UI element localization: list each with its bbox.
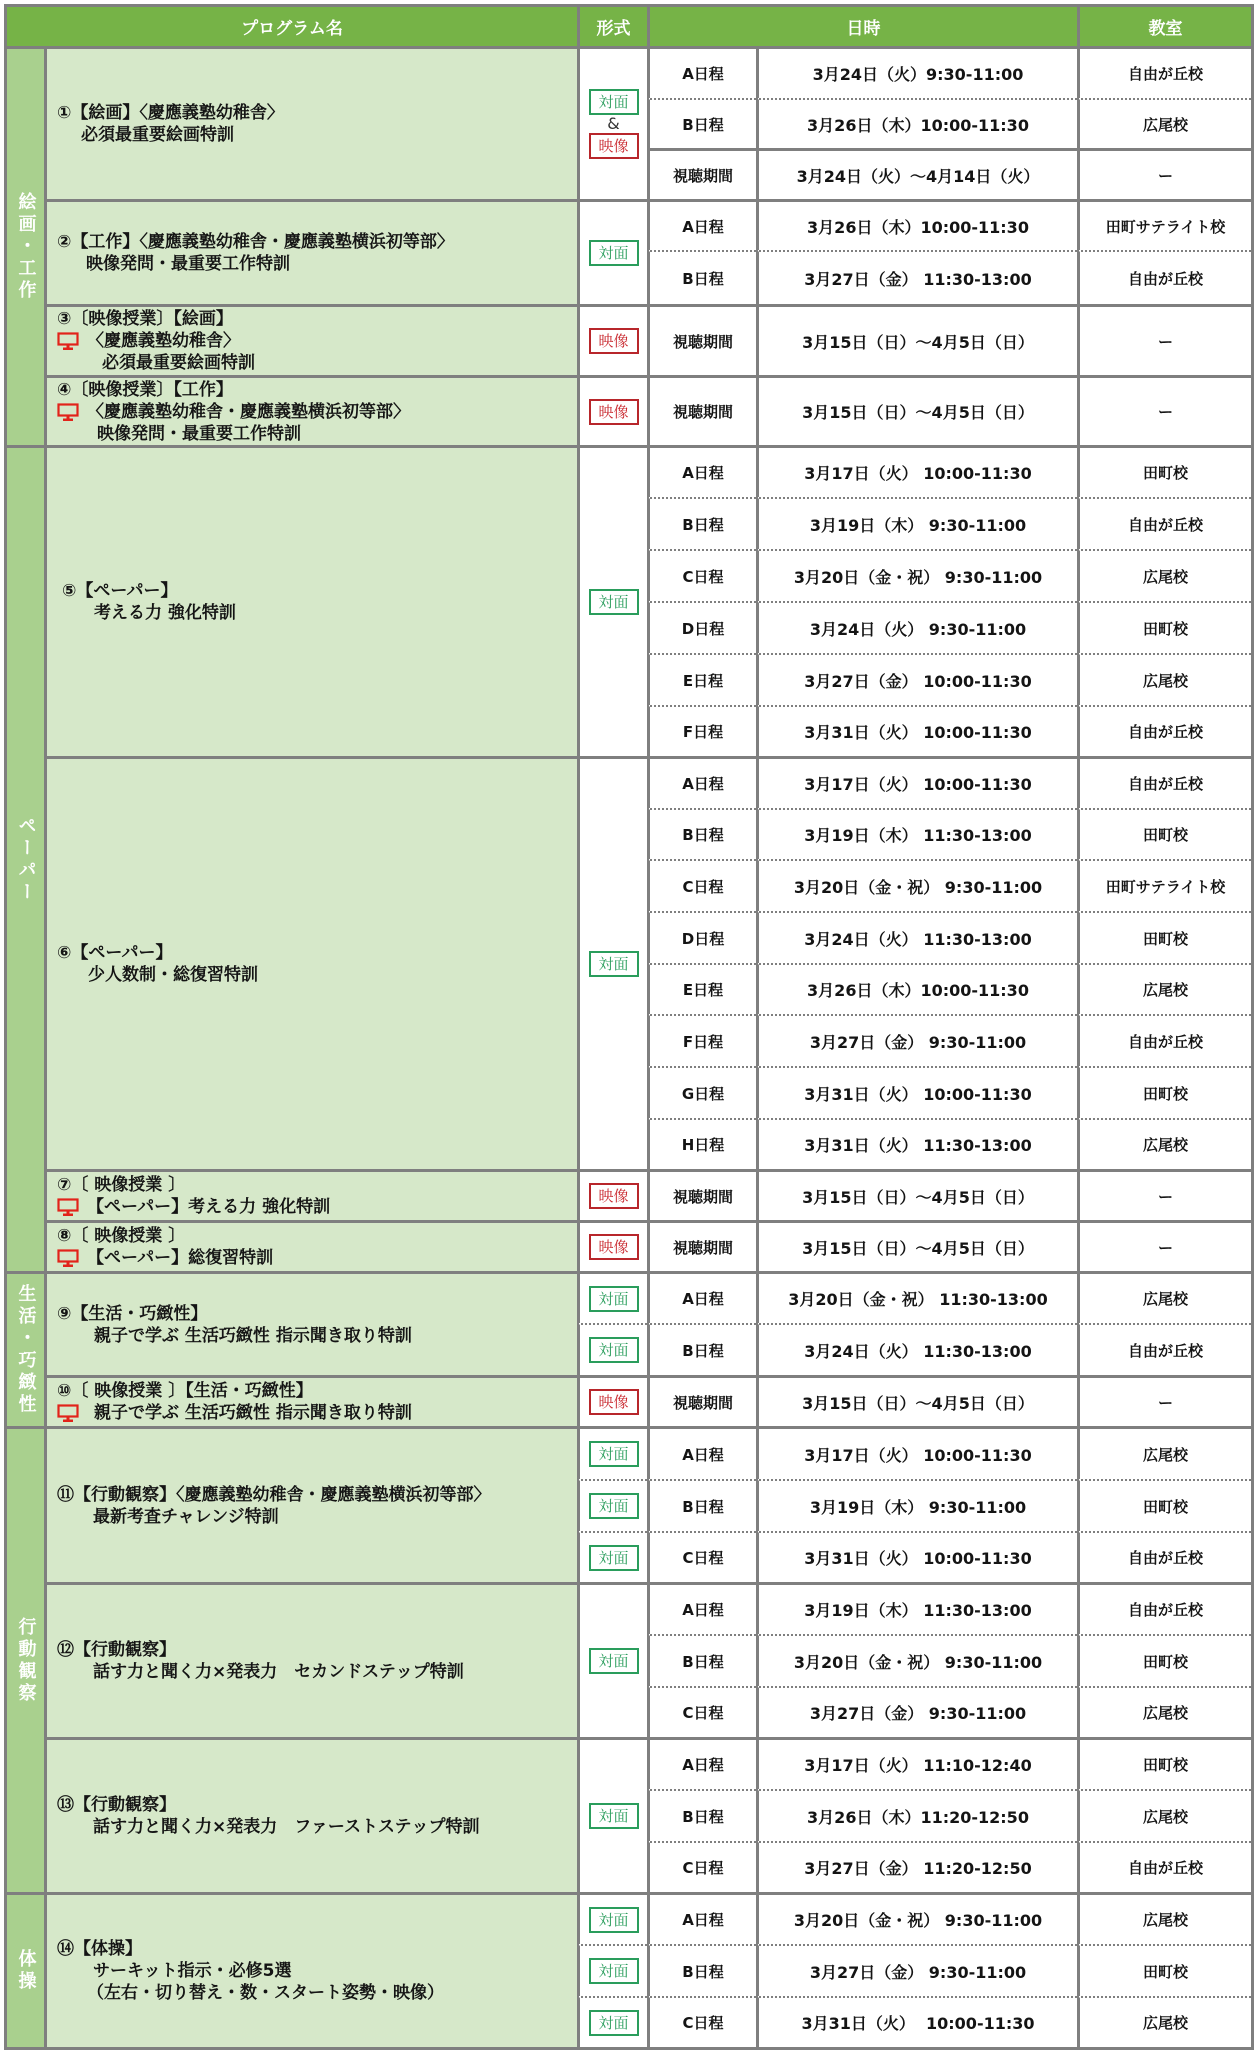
- program-cell: [44, 1169, 577, 1220]
- session-room: 田町校: [1077, 445, 1251, 497]
- session-datetime: 3月15日（日）～4月5日（日）: [756, 1220, 1077, 1271]
- session-datetime: 3月24日（火） 11:30-13:00: [756, 911, 1077, 963]
- session-datetime: 3月26日（木）11:20-12:50: [756, 1789, 1077, 1841]
- program-subtitle: 少人数制・総復習特訓: [88, 965, 258, 985]
- session-label: C日程: [647, 549, 756, 601]
- program-school: 〈慶應義塾幼稚舎・慶應義塾横浜初等部〉: [87, 401, 410, 422]
- program-subtitle: サーキット指示・必修5選: [93, 1961, 292, 1981]
- session-label: A日程: [647, 1271, 756, 1323]
- session-room: 田町校: [1077, 1944, 1251, 1996]
- session-label: 視聴期間: [647, 304, 756, 375]
- session-datetime: 3月24日（火） 11:30-13:00: [756, 1323, 1077, 1375]
- category-daily-life-dexterity: [4, 1271, 44, 1426]
- session-room: 自由が丘校: [1077, 1531, 1251, 1582]
- format-cell: [577, 375, 647, 445]
- monitor-icon: [57, 1247, 87, 1269]
- session-datetime: 3月20日（金・祝） 9:30-11:00: [756, 549, 1077, 601]
- session-datetime: 3月15日（日）～4月5日（日）: [756, 375, 1077, 445]
- format-cell: [577, 1375, 647, 1426]
- program-title: ⑬【行動観察】: [57, 1795, 176, 1815]
- session-datetime: 3月20日（金・祝） 9:30-11:00: [756, 859, 1077, 911]
- header-datetime: 日時: [647, 4, 1077, 46]
- session-room: 田町サテライト校: [1077, 199, 1251, 250]
- program-title: ⑫【行動観察】: [57, 1640, 176, 1660]
- session-datetime: 3月27日（金） 11:20-12:50: [756, 1841, 1077, 1892]
- session-datetime: 3月20日（金・祝） 9:30-11:00: [756, 1634, 1077, 1686]
- session-datetime: 3月19日（木） 11:30-13:00: [756, 1582, 1077, 1634]
- format-badge-in-person: 対面: [589, 2010, 639, 2036]
- format-cell: [577, 46, 647, 199]
- session-room: 広尾校: [1077, 1892, 1251, 1944]
- session-datetime: 3月27日（金） 9:30-11:00: [756, 1944, 1077, 1996]
- format-cell: [577, 445, 647, 756]
- format-cell: [577, 1426, 647, 1479]
- session-datetime: 3月26日（木）10:00-11:30: [756, 963, 1077, 1014]
- session-label: 視聴期間: [647, 1169, 756, 1220]
- session-datetime: 3月31日（火） 10:00-11:30: [756, 1531, 1077, 1582]
- session-datetime: 3月24日（火）～4月14日（火）: [756, 148, 1077, 199]
- category-label: 絵画・工作: [15, 192, 37, 302]
- program-cell: [44, 46, 577, 199]
- session-room: 広尾校: [1077, 653, 1251, 705]
- session-room: 自由が丘校: [1077, 1014, 1251, 1066]
- session-label: E日程: [647, 963, 756, 1014]
- format-cell: [577, 1323, 647, 1375]
- session-datetime: 3月17日（火） 10:00-11:30: [756, 445, 1077, 497]
- session-datetime: 3月27日（金） 9:30-11:00: [756, 1686, 1077, 1737]
- program-note: （左右・切り替え・数・スタート姿勢・映像）: [87, 1983, 444, 2003]
- format-badge-in-person: 対面: [589, 1286, 639, 1312]
- program-subtitle: 親子で学ぶ 生活巧緻性 指示聞き取り特訓: [94, 1325, 412, 1346]
- format-badge-in-person: 対面: [589, 1907, 639, 1933]
- program-subtitle: 【ペーパー】考える力 強化特訓: [87, 1197, 331, 1217]
- program-cell: [44, 1892, 577, 2047]
- session-room: 自由が丘校: [1077, 46, 1251, 98]
- program-subtitle: 【ペーパー】総復習特訓: [87, 1248, 274, 1268]
- program-cell: [44, 1375, 577, 1426]
- program-title: ⑥【ペーパー】: [57, 943, 173, 963]
- format-cell: [577, 756, 647, 1169]
- session-room: 広尾校: [1077, 1996, 1251, 2047]
- format-cell: [577, 304, 647, 375]
- session-label: 視聴期間: [647, 1220, 756, 1271]
- category-paper: [4, 445, 44, 1271]
- program-line: [57, 401, 410, 423]
- session-datetime: 3月24日（火） 9:30-11:00: [756, 601, 1077, 653]
- session-datetime: 3月20日（金・祝） 9:30-11:00: [756, 1892, 1077, 1944]
- session-room: ー: [1077, 1375, 1251, 1426]
- program-subtitle: 映像発問・最重要工作特訓: [86, 254, 290, 274]
- session-label: A日程: [647, 756, 756, 808]
- session-label: B日程: [647, 497, 756, 549]
- session-room: 自由が丘校: [1077, 497, 1251, 549]
- session-room: 自由が丘校: [1077, 756, 1251, 808]
- category-label: 行動観察: [15, 1616, 37, 1705]
- session-datetime: 3月31日（火） 11:30-13:00: [756, 1118, 1077, 1169]
- format-cell: [577, 1892, 647, 1944]
- session-label: A日程: [647, 46, 756, 98]
- program-cell: [44, 445, 577, 756]
- session-datetime: 3月26日（木）10:00-11:30: [756, 199, 1077, 250]
- session-label: B日程: [647, 1944, 756, 1996]
- program-line: [57, 1196, 330, 1218]
- format-badge-video: 映像: [589, 1389, 639, 1415]
- format-badge-in-person: 対面: [589, 589, 639, 615]
- session-datetime: 3月19日（木） 9:30-11:00: [756, 1479, 1077, 1531]
- program-cell: [44, 375, 577, 445]
- session-room: 田町校: [1077, 1479, 1251, 1531]
- session-datetime: 3月24日（火）9:30-11:00: [756, 46, 1077, 98]
- session-room: 田町校: [1077, 911, 1251, 963]
- session-datetime: 3月17日（火） 11:10-12:40: [756, 1737, 1077, 1789]
- format-badge-in-person: 対面: [589, 240, 639, 266]
- session-datetime: 3月31日（火） 10:00-11:30: [756, 1066, 1077, 1118]
- monitor-icon: [57, 330, 87, 352]
- category-label: 体操: [15, 1949, 37, 1993]
- session-room: 自由が丘校: [1077, 250, 1251, 304]
- program-subtitle: 話す力と聞く力×発表力 セカンドステップ特訓: [93, 1662, 464, 1682]
- program-subtitle: 親子で学ぶ 生活巧緻性 指示聞き取り特訓: [94, 1403, 412, 1423]
- session-room: ー: [1077, 1220, 1251, 1271]
- session-room: 広尾校: [1077, 1426, 1251, 1479]
- session-datetime: 3月15日（日）～4月5日（日）: [756, 1375, 1077, 1426]
- session-label: A日程: [647, 199, 756, 250]
- format-badge-video: 映像: [589, 133, 639, 159]
- program-title: ⑧〔 映像授業 〕: [57, 1226, 186, 1246]
- session-label: C日程: [647, 1996, 756, 2047]
- format-cell: [577, 1479, 647, 1531]
- session-label: B日程: [647, 1789, 756, 1841]
- format-badge-video: 映像: [589, 1183, 639, 1209]
- program-cell: [44, 1220, 577, 1271]
- session-label: C日程: [647, 1531, 756, 1582]
- session-label: E日程: [647, 653, 756, 705]
- format-cell: [577, 1996, 647, 2047]
- session-datetime: 3月19日（木） 9:30-11:00: [756, 497, 1077, 549]
- format-badge-in-person: 対面: [589, 89, 639, 115]
- session-datetime: 3月27日（金） 10:00-11:30: [756, 653, 1077, 705]
- session-room: 自由が丘校: [1077, 705, 1251, 756]
- session-datetime: 3月26日（木）10:00-11:30: [756, 98, 1077, 148]
- format-badge-video: 映像: [589, 399, 639, 425]
- category-label: ペーパー: [15, 815, 37, 904]
- program-line: [57, 1402, 412, 1424]
- program-title: ③〔映像授業〕【絵画】: [57, 309, 233, 329]
- monitor-icon: [57, 401, 87, 423]
- category-label: 生活・巧緻性: [15, 1284, 37, 1416]
- header-format: 形式: [577, 4, 647, 46]
- header-classroom: 教室: [1077, 4, 1251, 46]
- program-title: ⑤【ペーパー】: [62, 581, 178, 601]
- session-label: A日程: [647, 445, 756, 497]
- program-subtitle: 最新考査チャレンジ特訓: [93, 1506, 279, 1527]
- format-cell: [577, 1582, 647, 1737]
- format-cell: [577, 1531, 647, 1582]
- format-cell: [577, 199, 647, 304]
- session-room: 広尾校: [1077, 1686, 1251, 1737]
- category-drawing-craft: [4, 46, 44, 445]
- session-room: ー: [1077, 148, 1251, 199]
- category-behavior-observation: [4, 1426, 44, 1892]
- session-room: ー: [1077, 304, 1251, 375]
- session-datetime: 3月27日（金） 11:30-13:00: [756, 250, 1077, 304]
- session-label: C日程: [647, 1841, 756, 1892]
- format-badge-in-person: 対面: [589, 1545, 639, 1571]
- session-room: 田町校: [1077, 601, 1251, 653]
- program-title: ④〔映像授業〕【工作】: [57, 379, 233, 400]
- session-room: ー: [1077, 1169, 1251, 1220]
- session-label: B日程: [647, 1323, 756, 1375]
- session-datetime: 3月31日（火） 10:00-11:30: [756, 1996, 1077, 2047]
- format-badge-in-person: 対面: [589, 951, 639, 977]
- session-label: 視聴期間: [647, 375, 756, 445]
- session-label: H日程: [647, 1118, 756, 1169]
- session-room: 自由が丘校: [1077, 1582, 1251, 1634]
- session-label: A日程: [647, 1737, 756, 1789]
- session-label: A日程: [647, 1582, 756, 1634]
- session-label: 視聴期間: [647, 148, 756, 199]
- format-cell: [577, 1169, 647, 1220]
- program-cell: [44, 304, 577, 375]
- session-datetime: 3月15日（日）～4月5日（日）: [756, 304, 1077, 375]
- session-label: B日程: [647, 808, 756, 859]
- session-room: 田町サテライト校: [1077, 859, 1251, 911]
- session-label: F日程: [647, 705, 756, 756]
- session-datetime: 3月19日（木） 11:30-13:00: [756, 808, 1077, 859]
- program-cell: [44, 1582, 577, 1737]
- session-room: 広尾校: [1077, 1118, 1251, 1169]
- session-label: B日程: [647, 98, 756, 148]
- format-badge-in-person: 対面: [589, 1803, 639, 1829]
- session-room: 広尾校: [1077, 963, 1251, 1014]
- category-gymnastics: [4, 1892, 44, 2047]
- session-datetime: 3月17日（火） 10:00-11:30: [756, 756, 1077, 808]
- program-cell: [44, 1737, 577, 1892]
- program-cell: [44, 1426, 577, 1582]
- program-title: ⑪【行動観察】〈慶應義塾幼稚舎・慶應義塾横浜初等部〉: [57, 1484, 491, 1505]
- program-cell: [44, 756, 577, 1169]
- program-title: ⑭【体操】: [57, 1939, 142, 1959]
- format-badge-in-person: 対面: [589, 1441, 639, 1467]
- session-room: 田町校: [1077, 1634, 1251, 1686]
- session-room: 田町校: [1077, 808, 1251, 859]
- session-label: D日程: [647, 601, 756, 653]
- session-room: 自由が丘校: [1077, 1323, 1251, 1375]
- header-program-name: プログラム名: [4, 4, 577, 46]
- session-room: 田町校: [1077, 1066, 1251, 1118]
- session-label: C日程: [647, 859, 756, 911]
- format-badge-video: 映像: [589, 328, 639, 354]
- session-datetime: 3月20日（金・祝） 11:30-13:00: [756, 1271, 1077, 1323]
- session-label: A日程: [647, 1892, 756, 1944]
- session-datetime: 3月17日（火） 10:00-11:30: [756, 1426, 1077, 1479]
- program-cell: [44, 199, 577, 304]
- program-subtitle: 考える力 強化特訓: [94, 603, 236, 623]
- session-label: B日程: [647, 1479, 756, 1531]
- format-cell: [577, 1271, 647, 1323]
- program-title: ②【工作】〈慶應義塾幼稚舎・慶應義塾横浜初等部〉: [57, 232, 454, 252]
- program-line: [57, 330, 240, 352]
- program-subtitle: 映像発問・最重要工作特訓: [97, 423, 301, 444]
- session-label: C日程: [647, 1686, 756, 1737]
- session-datetime: 3月31日（火） 10:00-11:30: [756, 705, 1077, 756]
- session-room: 田町校: [1077, 1737, 1251, 1789]
- session-label: F日程: [647, 1014, 756, 1066]
- session-datetime: 3月27日（金） 9:30-11:00: [756, 1014, 1077, 1066]
- session-room: 広尾校: [1077, 98, 1251, 148]
- program-cell: [44, 1271, 577, 1375]
- program-subtitle: 必須最重要絵画特訓: [102, 353, 255, 373]
- format-badge-in-person: 対面: [589, 1958, 639, 1984]
- session-room: ー: [1077, 375, 1251, 445]
- program-title: ⑨【生活・巧緻性】: [57, 1303, 208, 1324]
- session-label: B日程: [647, 250, 756, 304]
- session-label: B日程: [647, 1634, 756, 1686]
- format-joiner: &: [607, 114, 620, 133]
- program-title: ①【絵画】〈慶應義塾幼稚舎〉: [57, 103, 284, 123]
- monitor-icon: [57, 1196, 87, 1218]
- session-label: 視聴期間: [647, 1375, 756, 1426]
- format-badge-in-person: 対面: [589, 1337, 639, 1363]
- session-room: 広尾校: [1077, 549, 1251, 601]
- format-cell: [577, 1944, 647, 1996]
- schedule-table: [4, 4, 1254, 2050]
- program-title: ⑦〔 映像授業 〕: [57, 1175, 186, 1195]
- session-room: 広尾校: [1077, 1271, 1251, 1323]
- format-cell: [577, 1737, 647, 1892]
- session-datetime: 3月15日（日）～4月5日（日）: [756, 1169, 1077, 1220]
- session-room: 広尾校: [1077, 1789, 1251, 1841]
- session-label: A日程: [647, 1426, 756, 1479]
- format-badge-in-person: 対面: [589, 1493, 639, 1519]
- format-badge-in-person: 対面: [589, 1648, 639, 1674]
- program-subtitle: 話す力と聞く力×発表力 ファーストステップ特訓: [93, 1817, 480, 1837]
- format-badge-video: 映像: [589, 1234, 639, 1260]
- format-cell: [577, 1220, 647, 1271]
- program-subtitle: 必須最重要絵画特訓: [81, 125, 234, 145]
- session-label: D日程: [647, 911, 756, 963]
- monitor-icon: [57, 1402, 94, 1424]
- session-label: G日程: [647, 1066, 756, 1118]
- program-line: [57, 1247, 273, 1269]
- program-title: ⑩〔 映像授業 〕【生活・巧緻性】: [57, 1381, 313, 1401]
- program-school: 〈慶應義塾幼稚舎〉: [87, 331, 240, 351]
- session-room: 自由が丘校: [1077, 1841, 1251, 1892]
